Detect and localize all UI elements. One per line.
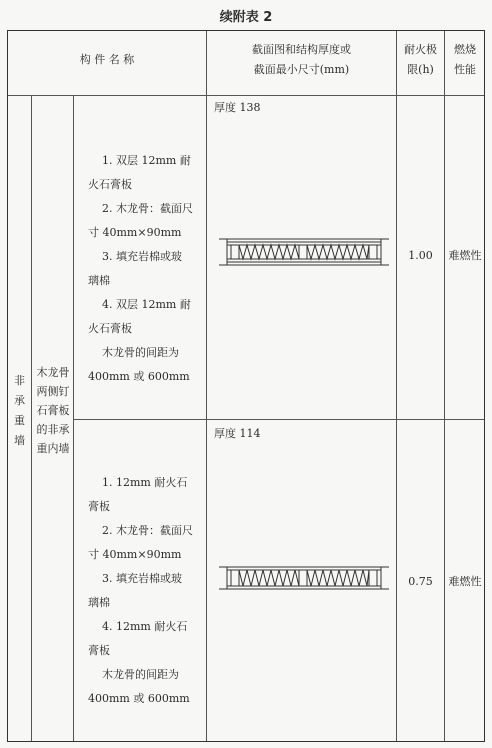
material-line: 1. 双层 12mm 耐 [102,154,191,167]
header-component-name: 构 件 名 称 [79,53,135,66]
category-char: 非 [14,374,25,387]
material-line: 4. 12mm 耐火石 [102,620,188,633]
header-burn-line1: 燃烧 [454,43,476,56]
header-burn-line2: 性能 [454,63,476,76]
thickness-label: 厚度 138 [214,101,261,114]
subcategory-line: 木龙骨 [36,366,70,379]
material-line: 400mm 或 600mm [88,370,190,383]
material-line: 3. 填充岩棉或玻 [102,250,182,263]
material-line: 火石膏板 [88,178,132,191]
fire-table [7,30,485,742]
materials-list [88,149,208,389]
material-line: 3. 填充岩棉或玻 [102,572,182,585]
category-char: 墙 [14,434,25,447]
material-line: 木龙骨的间距为 [102,346,179,359]
column-divider [396,31,397,741]
header-fire-line1: 耐火极 [404,43,437,56]
combustibility: 难燃性 [448,575,482,588]
combustibility: 难燃性 [448,249,482,262]
fire-rating: 0.75 [408,575,433,588]
subcategory-line: 石膏板 [36,404,70,417]
category-label [8,371,31,451]
material-line: 寸 40mm×90mm [88,548,182,561]
material-line: 木龙骨的间距为 [102,668,179,681]
header-section-line2: 截面最小尺寸(mm) [253,63,350,76]
materials-list [88,471,208,711]
page-title: 续附表 2 [219,10,273,25]
subcategory-label [32,363,74,458]
material-line: 400mm 或 600mm [88,692,190,705]
wall-section-diagram [219,565,389,591]
subcategory-line: 两侧钉 [36,385,70,398]
category-char: 重 [14,414,25,427]
wall-section-diagram [219,236,389,268]
category-char: 承 [14,394,25,407]
material-line: 2. 木龙骨：截面尺 [102,524,193,537]
material-line: 2. 木龙骨：截面尺 [102,202,193,215]
material-line: 膏板 [88,644,110,657]
row-divider [73,419,484,420]
material-line: 璃棉 [88,274,110,287]
material-line: 璃棉 [88,596,110,609]
fire-rating: 1.00 [408,249,433,262]
header-section-line1: 截面图和结构厚度或 [252,43,351,56]
subcategory-line: 重内墙 [36,442,70,455]
material-line: 火石膏板 [88,322,132,335]
column-divider [444,31,445,741]
header-divider [8,95,484,96]
thickness-label: 厚度 114 [214,427,261,440]
material-line: 1. 12mm 耐火石 [102,476,188,489]
header-fire-line2: 限(h) [407,63,434,76]
material-line: 4. 双层 12mm 耐 [102,298,191,311]
subcategory-line: 的非承 [36,423,70,436]
material-line: 寸 40mm×90mm [88,226,182,239]
material-line: 膏板 [88,500,110,513]
